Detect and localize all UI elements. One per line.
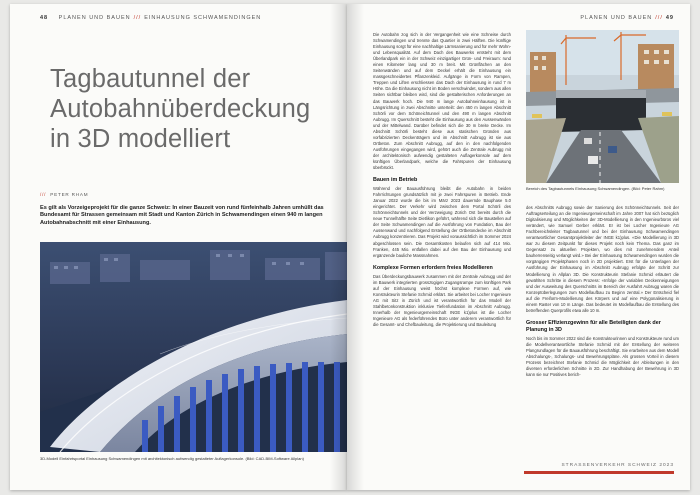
main-image-caption: 3D-Modell Einfahrtsportal Einhausung Schwamendingen mit architektonisch aufwendig gestalteter Auflagerkonsole. (Bild: CAD-BIM-Software Allplan) bbox=[40, 456, 304, 461]
header-separator: /// bbox=[133, 15, 142, 21]
footer-rule bbox=[524, 471, 674, 474]
subheading: Grosser Effizienzgewinn für alle Beteiligten dank der Planung in 3D bbox=[526, 319, 661, 333]
main-3d-model-image bbox=[40, 242, 347, 452]
text-column-2 bbox=[526, 205, 679, 381]
right-running-header bbox=[580, 15, 674, 21]
header-separator: /// bbox=[655, 15, 663, 21]
author-line bbox=[40, 192, 88, 197]
subheading: Bauen im Betrieb bbox=[373, 177, 418, 184]
body-paragraph: Noch bis im Sommer 2022 sind die Konstrukteurinnen und Konstrukteure rund um die Modellverantwortliche Stefanie Schmid mit der Erstellung der weiteren Plangrundlagen für die Bauausführung beschäftigt. Sie erarbeiten aus dem Modell Abschalungs-, Schalungs- und Bewehrungspläne. Als grossen Vorteil in diesem Prozess bezeichnet Stefanie Schmid die Möglichkeit der Ableitungen in den diversen erforderlichen Schnitte in 2D. Zur Handhabung der Bewehrung in 3D kann sie nur Positives berich- bbox=[526, 335, 679, 378]
photo-caption: Bereich des Tagbautunnels Einhausung Schwamendingen. (Bild: Peter Rahm) bbox=[526, 186, 665, 191]
left-section-label: PLANEN UND BAUEN bbox=[58, 15, 131, 21]
body-paragraph: des Abschnitts Aubrugg sowie der Sanierung des Schönneichtunnels. Seit der Auftragserteilung an die Ingenieurgemeinschaft im Jahre 2007 hat sich bezüglich Digitalisierung und Möglichkeiten der 3D-Modellierung in den Ingenieurbüros viel verändert, wie Samuel Gerber erklärt. Er ist bei Locher Ingenieure AG Fachbereichsleiter Tagbautunnel und bei der Einhausung Schwamendingen verantwortlicher Gesamtprojektleiter der INGE k1)plus. «Die Modellierung in 3D war zu diesem Zeitpunkt für dieses Projekt noch kein Thema. Das ganz im Gegensatz zu aktuellen Projekten, wo dies mit zunehmendem Anteil bauherrenseitig verlangt wird.» Bei der Einhausung Schwamendingen wurden die vorgängigen Projektphasen noch in 2D projektiert. Erst für die Unterlagen der Ausführung der Einhausung im Abschnitt Aubrugg erfolgte der Schritt zur Modellierung in Allplan 3D. Die Konstrukteurin Stefanie Schmid erläutert die gewählten Schritte in diesem Prozess: «Infolge der variablen Deckenneigungen und der Ausweitung des Querschnitts im Bereich der Ausfahrt Aubrugg waren die Konzeptüberlegungen zum Modellaufbau zu Beginn zentral.» Der Entscheid fiel auf die Freiform-Modellierung des Körpers und auf eine Polygonalisierung in einem Raster von 10 m Länge. Das bedeutet im Modellaufbau die Erstellung des betreffenden Querprofils etwa alle 10 m. bbox=[526, 205, 679, 313]
right-page bbox=[347, 4, 690, 490]
left-running-header bbox=[40, 15, 261, 21]
author-slash: /// bbox=[40, 192, 47, 197]
body-paragraph: Die Autobahn zog sich in der Vergangenheit wie eine Schneise durch Schwamendingen und trennte das Quartier in zwei Hälften. Die künftige Einhausung sorgt für eine nachhaltige Lärmsanierung und für mehr Wohn- und Lebensqualität. Auf dem Dach des Bauwerks entsteht mit dem Überlandpark ein in der Schweiz einzigartiger Grün- und Freiraum: rund einen Kilometer lang und 30 m breit. Mit Grünflächen an den Seitenwänden und auf dem Deckel erhält die Einhausung ein massgeschneidertes Pflanzenkleid. Aufgänge in Form von Rampen, Treppen und Liften erschliessen das Dach der Einhausung in rund 7 m Höhe. Da die Einhausung nicht im Boden verschwindet, sondern aus allen Seiten sichtbar bleiben wird, sind die gestalterischen Anforderungen an das Bauwerk hoch. Die 940 m lange Autobahneinhausung ist in Längsrichtung in zwei Abschnitte unterteilt: den 450 m langen Abschnitt Schörli vor dem Schöneichtunnel und den 490 m langen Abschnitt Aubrugg. Im Querschnitt besteht die Einhausung aus den Aussenwänden und der Mittelwand. Darüber befindet sich die 30 m breite Decke. Im Abschnitt Schörli besteht diese aus statischen Gründen aus vorfabrizierten Deckenträgern und im Abschnitt Aubrugg ist sie aus Ortbeton. Zum Abschnitt Aubrugg, auf den in den nachfolgenden Ausführungen eingegangen wird, gehört auch die Zentrale Aubrugg mit der architektonisch aufwendig gestalteten Auflagerkonsole auf dem künftigen Überlandpark, welche die Fahrspuren der Einhausung überbrückt. bbox=[373, 32, 511, 171]
subheading: Komplexe Formen erfordern freies Modellieren bbox=[373, 264, 493, 271]
left-topic-label: EINHAUSUNG SCHWAMENDINGEN bbox=[144, 15, 262, 21]
article-title: Tagbautunnel der Autobahnüberdeckung in 3D modelliert bbox=[50, 65, 311, 153]
3d-model-illustration bbox=[40, 242, 347, 452]
body-paragraph: Das Überdeckungsbauwerk zusammen mit der Zentrale Aubrugg und der im Bauwerk integrierten grosszügigen Zugangsrampe zum künftigen Park auf der Einhausung weist höchst komplexe Formen auf, wie Konstrukteurin Stefanie Schmid erklärt. Sie arbeitet bei Locher Ingenieure AG mit Sitz in Zürich und ist verantwortlich für das Modell der Stahlbetonkonstruktion inklusive Tiefenfundation im Abschnitt Aubrugg. Innerhalb der Ingenieurgemeinschaft INGE k1)plus ist die Locher Ingenieure AG als federführendes Büro unter anderem verantwortlich für die Gesamt- und Chefbauleitung, die Projektierung und Bauleitung bbox=[373, 273, 511, 328]
lead-paragraph: Es gilt als Vorzeigeprojekt für die ganze Schweiz: In einer Bauzeit von rund fünfeinhalb Jahren umhüllt das Bundesamt für Strassen gemeinsam mit Stadt und Kanton Zürich in Schwamendingen einen 940 m langen Autobahnabschnitt mit einer Einhausung. bbox=[40, 205, 324, 226]
construction-site-illustration bbox=[526, 30, 679, 183]
body-paragraph: Während der Bauausführung bleibt die Autobahn in beiden Fahrrichtungen grundsätzlich mit je zwei Fahrspuren in Betrieb. Ende Januar 2022 wurde die bis im März 2023 dauernde Bauphase 5.0 eingerichtet. Der Verkehr wird zwischen dem Portal Schörli des Schönneichtunnels und der Verzweigung Zürich Ost bereits durch die neue Tunnelhälfte Seite Dietlikon geführt, während sich die Baustellen auf der Seite Schwamendingen auf die Ausführung von Fundation, Bau der Aussenwand und nachfolgend Erstellung der Ortbetondecke im Abschnitt Aubrugg konzentrieren. Das Projekt wird voraussichtlich im Sommer 2024 abgeschlossen sein. Die Gesamtkosten belaufen sich auf 414 Mio. Franken, 445 Mio. entfallen dabei auf den Bau der Einhausung und ergänzende bauliche Massnahmen. bbox=[373, 186, 511, 258]
right-section-label: PLANEN UND BAUEN bbox=[580, 15, 653, 21]
tunnel-construction-photo bbox=[526, 30, 679, 183]
author-name: PETER RHAM bbox=[50, 192, 89, 197]
right-footer: STRASSENVERKEHR SCHWEIZ 2023 bbox=[561, 463, 674, 468]
right-page-number: 49 bbox=[665, 15, 674, 21]
left-page bbox=[10, 4, 347, 490]
text-column-1 bbox=[373, 32, 511, 331]
left-page-number: 48 bbox=[40, 15, 49, 21]
